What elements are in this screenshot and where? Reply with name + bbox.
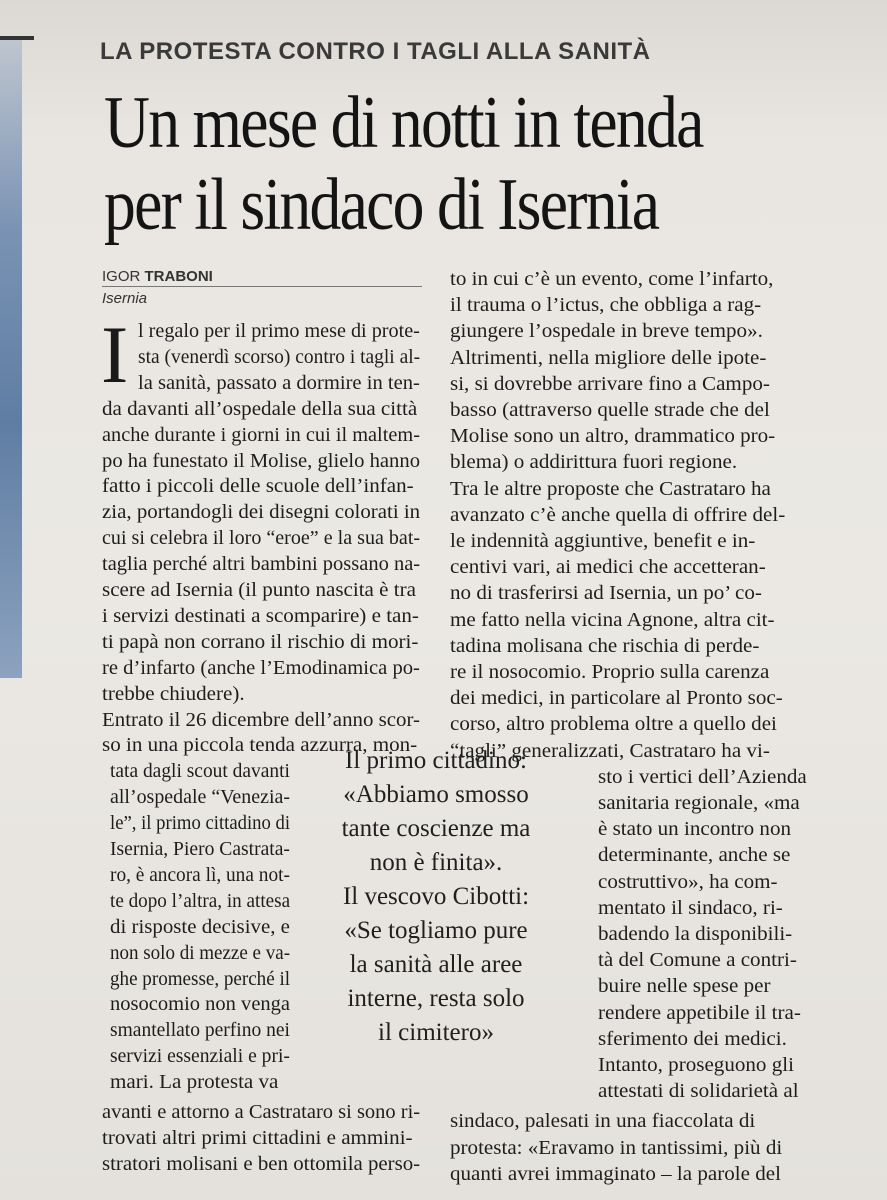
text-line: la sanità, passato a dormire in ten-: [138, 372, 420, 394]
text-line: tadina molisana che rischia di perde-: [450, 635, 760, 657]
text-line: badendo la disponibili-: [598, 924, 793, 945]
text-line: trovati altri primi cittadini e ammini-: [102, 1127, 413, 1149]
text-line: zia, portandogli dei disegni colorati in: [102, 502, 421, 524]
text-line: avanti e attorno a Castrataro si sono ri-: [102, 1102, 421, 1123]
text-line: buire nelle spese per: [598, 976, 771, 998]
text-line: cui si celebra il loro “eroe” e la sua bat-: [102, 528, 421, 550]
text-line: costruttivo», ha com-: [598, 871, 778, 893]
pull-quote-line: tante coscienze ma: [341, 815, 531, 842]
text-line: non solo di mezze e va-: [110, 942, 291, 964]
text-line: determinante, anche se: [598, 845, 791, 867]
text-line: anche durante i giorni in cui il maltem-: [102, 424, 420, 446]
text-line: dei medici, in particolare al Pronto soc-: [450, 688, 783, 710]
text-line: so in una piccola tenda azzurra, mon-: [102, 735, 418, 757]
text-line: avanzato c’è anche quella di offrire del-: [450, 504, 786, 526]
text-line: Altrimenti, nella migliore delle ipote-: [450, 347, 767, 369]
text-line: centivi vari, ai medici che accetteran-: [450, 557, 766, 579]
text-line: scere ad Isernia (il punto nascita è tra: [102, 580, 417, 601]
text-line: mentato il sindaco, ri-: [598, 897, 783, 919]
headline-line: Un mese di notti in tenda: [104, 82, 703, 164]
text-line: si, si dovrebbe arrivare fino a Campo-: [450, 373, 770, 395]
byline-first-name: IGOR: [102, 268, 141, 285]
text-line: tà del Comune a contri-: [598, 950, 797, 972]
text-line: Tra le altre proposte che Castrataro ha: [450, 478, 771, 500]
text-line: tata dagli scout davanti: [110, 761, 290, 783]
pull-quote-line: interne, resta solo: [347, 985, 525, 1012]
text-line: i servizi destinati a scomparire) e tan-: [102, 605, 419, 627]
pull-quote-line: il cimitero»: [378, 1019, 494, 1046]
article-headline: [104, 82, 758, 246]
pull-quote-line: Il vescovo Cibotti:: [342, 883, 530, 910]
text-line: mari. La protesta va: [110, 1072, 279, 1094]
text-line: Isernia, Piero Castrata-: [110, 839, 290, 860]
text-line: trebbe chiudere).: [102, 683, 245, 705]
text-line: ti papà non corrano il rischio di mori-: [102, 631, 419, 653]
text-line: da davanti all’ospedale della sua città: [102, 398, 418, 420]
text-line: sanitaria regionale, «ma: [598, 793, 800, 814]
byline-surname: TRABONI: [144, 268, 213, 285]
headline-line: per il sindaco di Isernia: [104, 164, 659, 246]
text-line: blema) o addirittura fuori regione.: [450, 452, 738, 474]
text-line: smantellato perfino nei: [110, 1020, 290, 1042]
text-line: re il nosocomio. Proprio sulla carenza: [450, 662, 770, 683]
dateline-place: Isernia: [102, 290, 148, 307]
pull-quote-line: la sanità alle aree: [349, 951, 523, 978]
text-line: taglia perché altri bambini possano na-: [102, 554, 421, 576]
text-line: sto i vertici dell’Azienda: [598, 766, 807, 788]
text-line: attestati di solidarietà al: [598, 1081, 799, 1103]
text-line: Entrato il 26 dicembre dell’anno scor-: [102, 709, 420, 731]
drop-cap: I: [101, 309, 129, 400]
text-line: protesta: «Eravamo in tantissimi, più di: [450, 1137, 783, 1159]
text-line: po ha funestato il Molise, glielo hanno: [102, 450, 421, 472]
article-kicker: LA PROTESTA CONTRO I TAGLI ALLA SANITÀ: [100, 38, 651, 65]
pull-quote-line: «Se togliamo pure: [344, 917, 528, 944]
text-line: stratori molisani e ben ottomila perso-: [102, 1153, 421, 1175]
text-line: corso, altro problema oltre a quello dei: [450, 714, 777, 736]
text-line: basso (attraverso quelle strade che del: [450, 400, 770, 421]
text-line: rendere appetibile il tra-: [598, 1002, 801, 1024]
text-line: ro, è ancora lì, una not-: [110, 864, 290, 886]
text-line: le indennità aggiuntive, benefit e in-: [450, 531, 756, 552]
byline: [102, 268, 422, 287]
text-line: le”, il primo cittadino di: [110, 813, 291, 835]
text-line: no di trasferirsi ad Isernia, un po’ co-: [450, 583, 762, 605]
text-line: sindaco, palesati in una fiaccolata di: [450, 1111, 756, 1133]
text-line: il trauma o l’ictus, che obbliga a rag-: [450, 295, 762, 317]
text-line: giungere l’ospedale in breve tempo».: [450, 321, 763, 343]
text-line: quanti avrei immaginato – la parole del: [450, 1163, 782, 1185]
adjacent-column-rule: [0, 36, 34, 40]
text-line: to in cui c’è un evento, come l’infarto,: [450, 269, 774, 290]
text-line: di risposte decisive, e: [110, 916, 290, 938]
text-line: re d’infarto (anche l’Emodinamica po-: [102, 657, 420, 679]
pull-quote-line: non è finita».: [369, 849, 503, 876]
text-line: sta (venerdì scorso) contro i tagli al-: [138, 346, 421, 368]
text-line: “tagli” generalizzati, Castrataro ha vi-: [450, 740, 770, 762]
text-line: nosocomio non venga: [110, 994, 291, 1016]
text-line: Molise sono un altro, drammatico pro-: [450, 426, 776, 448]
text-line: sferimento dei medici.: [598, 1028, 787, 1050]
text-line: è stato un incontro non: [598, 819, 792, 841]
text-line: Intanto, proseguono gli: [598, 1055, 794, 1076]
text-line: te dopo l’altra, in attesa: [110, 890, 291, 912]
text-line: ghe promesse, perché il: [110, 968, 291, 990]
adjacent-photo-edge: [0, 38, 22, 678]
text-line: servizi essenziali e pri-: [110, 1046, 290, 1068]
text-line: me fatto nella vicina Agnone, altra cit-: [450, 609, 775, 631]
text-line: fatto i piccoli delle scuole dell’infan-: [102, 476, 414, 498]
text-line: l regalo per il primo mese di prote-: [138, 321, 420, 342]
pull-quote-line: «Abbiamo smosso: [343, 781, 529, 808]
text-line: all’ospedale “Venezia-: [110, 787, 291, 809]
pull-quote-line: Il primo cittadino:: [345, 747, 527, 774]
